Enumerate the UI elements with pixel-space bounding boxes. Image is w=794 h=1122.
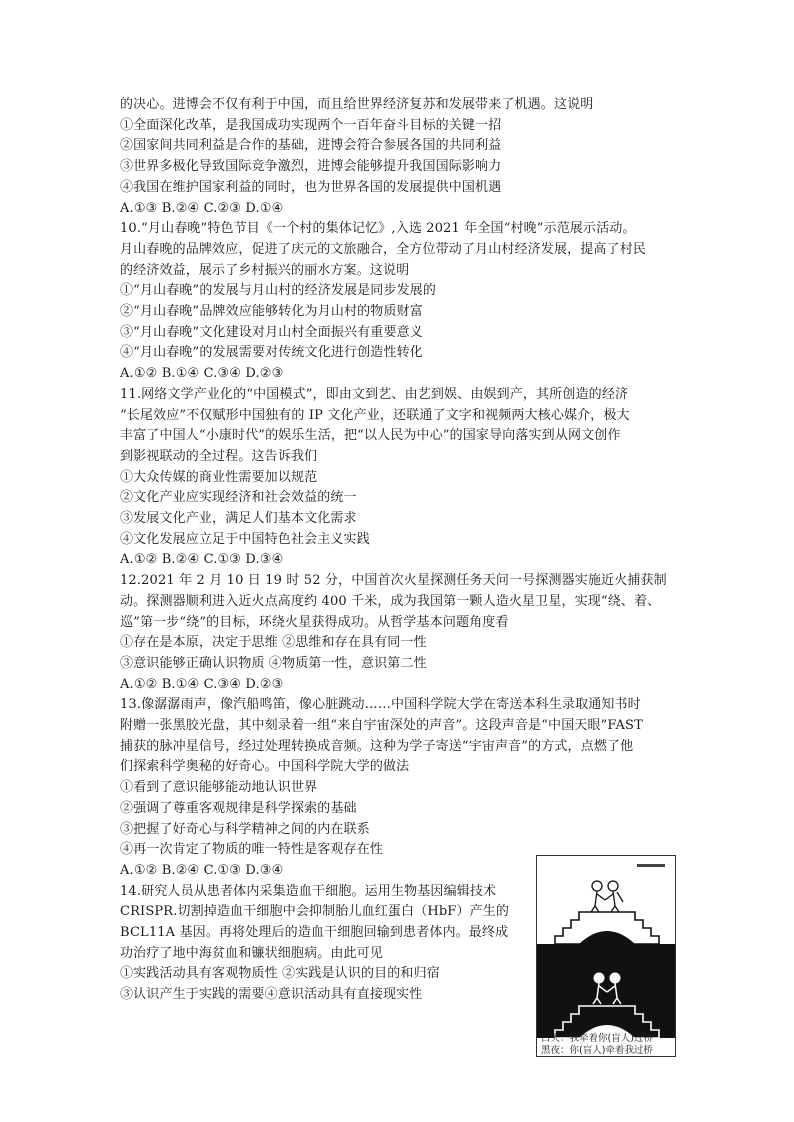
text-line: 14.研究人员从患者体内采集造血干细胞。运用生物基因编辑技术 [120,883,497,899]
text-line: 的经济效益，展示了乡村振兴的丽水方案。这说明 [120,262,410,278]
text-line: 丰富了中国人“小康时代”的娱乐生活，把“以人民为中心”的国家导向落实到从网文创作 [120,428,621,444]
text-line: ③世界多极化导致国际竞争激烈，进博会能够提升我国国际影响力 [120,159,502,175]
text-line: ④再一次肯定了物质的唯一特性是客观存在性 [120,842,384,858]
text-line: ②国家间共同利益是合作的基础，进博会符合参展各国的共同利益 [120,138,502,154]
text-line: ①大众传媒的商业性需要加以规范 [120,469,318,485]
text-line: ①存在是本原，决定于思维 ②思维和存在具有同一性 [120,635,427,651]
text-line: ②“月山春晚”品牌效应能够转化为月山村的物质财富 [120,304,423,319]
text-line: 月山春晚的品牌效应，促进了庆元的文旅融合，全方位带动了月山村经济发展，提高了村民 [120,241,647,257]
text-line: ①看到了意识能够能动地认识世界 [120,780,318,796]
text-line: ②强调了尊重客观规律是科学探索的基础 [120,800,357,816]
text-line: A.①③ B.②④ C.②③ D.①④ [120,200,284,216]
text-line: 12.2021 年 2 月 10 日 19 时 52 分，中国首次火星探测任务天问一号探测器实施近火捕获制 [120,573,667,589]
text-line: “长尾效应”不仅赋形中国独有的 IP 文化产业，还联通了文字和视频两大核心媒介，极大 [120,407,630,423]
text-line: 11.网络文学产业化的“中国模式”，即由文到艺、由艺到娱、由娱到产，其所创造的经济 [120,386,629,402]
cartoon-caption-day: 白天：我牵着你(盲人)过桥 [541,1033,653,1044]
text-line: 巡”第一步“绕”的目标，环绕火星获得成功。从哲学基本问题角度看 [120,614,509,630]
text-line: CRISPR.切割掉造血干细胞中会抑制胎儿血红蛋白（HbF）产生的 [120,904,510,920]
text-line: 10.“月山春晚”特色节目《一个村的集体记忆》,入选 2021 年全国“村晚”示范展示活动。 [120,221,636,237]
text-line: ③意识能够正确认识物质 ④物质第一性，意识第二性 [120,655,427,671]
text-line: ④“月山春晚”的发展需要对传统文化进行创造性转化 [120,345,423,361]
text-line: ①全面深化改革，是我国成功实现两个一百年奋斗目标的关键一招 [120,117,502,133]
text-line: ①“月山春晚”的发展与月山村的经济发展是同步发展的 [120,283,437,299]
text-line: 附赠一张黑胶光盘，其中刻录着一组“来自宇宙深处的声音”。这段声音是“中国天眼”FAST [120,718,643,733]
text-line: A.①② B.①④ C.③④ D.②③ [120,676,284,692]
text-line: ③“月山春晚”文化建设对月山村全面振兴有重要意义 [120,324,423,340]
text-line: BCL11A 基因。再将处理后的造血干细胞回输到患者体内。最终成 [120,925,509,940]
text-line: 的决心。进博会不仅有利于中国，而且给世界经济复苏和发展带来了机遇。这说明 [120,97,594,112]
text-line: ③认识产生于实践的需要④意识活动具有直接现实性 [120,987,423,1003]
text-line: ③发展文化产业，满足人们基本文化需求 [120,511,357,526]
text-line: 捕获的脉冲星信号，经过处理转换成音频。这种为学子寄送“宇宙声音”的方式，点燃了他 [120,738,634,754]
text-line: 动。探测器顺利进入近火点高度约 400 千米，成为我国第一颗人造火星卫星，实现“绕、着、 [120,593,661,609]
text-line: ④文化发展应立足于中国特色社会主义实践 [120,531,370,547]
text-line: ④我国在维护国家利益的同时，也为世界各国的发展提供中国机遇 [120,179,502,195]
text-line: ②文化产业应实现经济和社会效益的统一 [120,490,357,506]
text-line: A.①② B.②④ C.①③ D.③④ [120,552,284,568]
bridge-cartoon [537,856,676,1057]
text-line: A.①② B.①④ C.③④ D.②③ [120,366,284,382]
text-line: 功治疗了地中海贫血和镰状细胞病。由此可见 [120,945,384,961]
text-line: 13.像潺潺雨声，像汽船鸣笛，像心脏跳动……中国科学院大学在寄送本科生录取通知书时 [120,697,641,713]
text-line: 到影视联动的全过程。这告诉我们 [120,448,318,464]
text-line: A.①② B.②④ C.①③ D.③④ [120,862,284,878]
text-line: 们探索科学奥秘的好奇心。中国科学院大学的做法 [120,759,410,775]
text-line: ③把握了好奇心与科学精神之间的内在联系 [120,821,370,837]
text-line: ①实践活动具有客观物质性 ②实践是认识的目的和归宿 [120,966,440,982]
cartoon-illustration [536,855,676,1057]
cartoon-caption-night: 黑夜：你(盲人)牵着我过桥 [541,1045,653,1056]
